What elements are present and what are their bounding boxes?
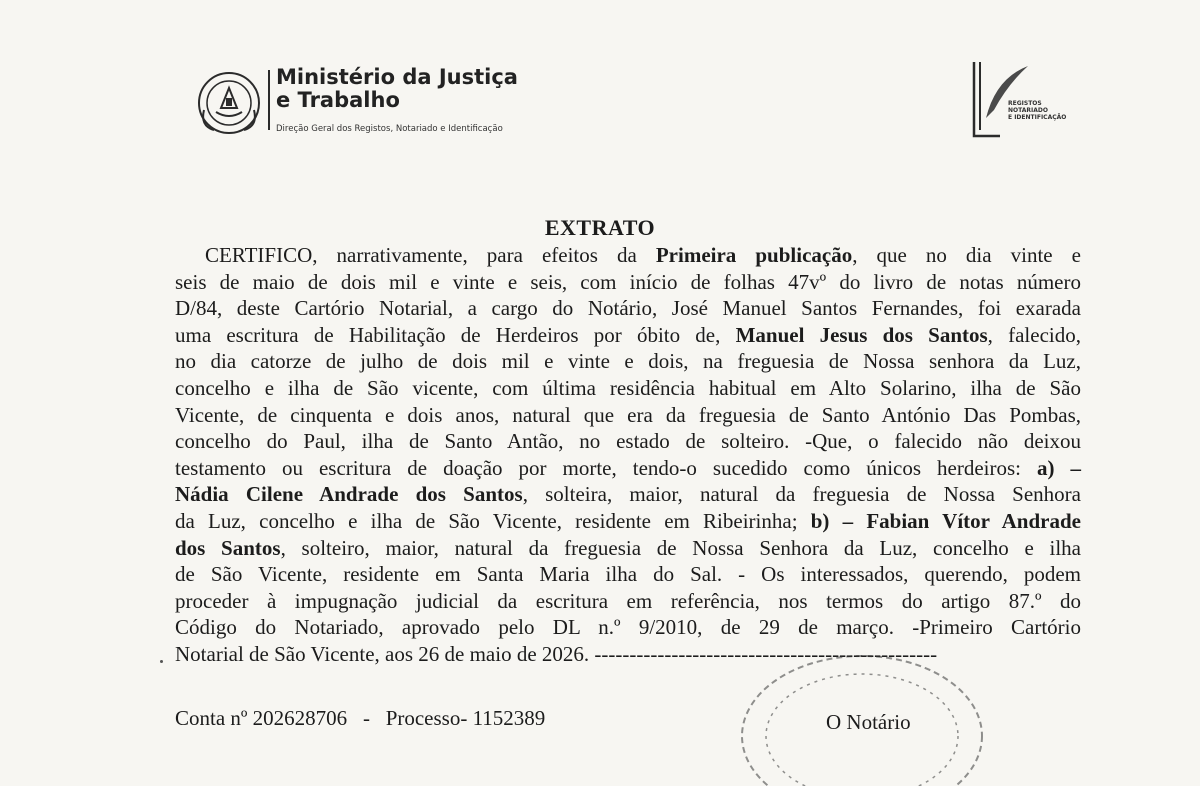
text-segment: , que no dia vinte e (852, 243, 1081, 267)
national-coat-of-arms-icon (196, 70, 262, 136)
ministry-subtitle: Direção Geral dos Registos, Notariado e Identificação (276, 124, 503, 134)
text-segment: de São Vicente, residente em Santa Maria ilha do Sal. - Os interessados, querendo, podem (175, 562, 1081, 587)
text-segment: , solteiro, maior, natural da freguesia de Nossa Senhora da Luz, concelho e ilha (280, 535, 1081, 560)
text-segment: CERTIFICO, narrativamente, para efeitos da (205, 243, 656, 267)
bold-text: Nádia Cilene Andrade dos Santos (175, 482, 523, 507)
text-segment: D/84, deste Cartório Notarial, a cargo do Notário, José Manuel Santos Fernandes, foi exarada (175, 296, 1081, 321)
account-process-line (175, 706, 545, 731)
document-title: EXTRATO (544, 215, 656, 240)
text-line (175, 322, 1081, 349)
bold-text: b) – Fabian Vítor Andrade (810, 508, 1081, 533)
registry-line: REGISTOS (1008, 100, 1042, 107)
text-line (175, 455, 1081, 482)
text-segment: uma escritura de Habilitação de Herdeiros por óbito de, (175, 322, 736, 347)
process-number: Processo- 1152389 (385, 706, 546, 730)
bold-text: Primeira publicação (655, 243, 853, 267)
notary-signature-label: O Notário (826, 710, 911, 734)
bold-text: dos Santos (175, 535, 281, 560)
text-segment: Código do Notariado, aprovado pelo DL n.º 9/2010, de 29 de março. -Primeiro Cartório (175, 615, 1081, 640)
separator: - (362, 706, 370, 730)
text-line (175, 508, 1081, 535)
bold-text: a) – (1037, 455, 1081, 480)
text-segment: , solteira, maior, natural da freguesia de Nossa Senhora (522, 482, 1081, 507)
text-segment: Vicente, de cinquenta e dois anos, natural que era da freguesia de Santo António Das Pombas, (175, 402, 1081, 427)
registry-logo-text (1008, 100, 1066, 121)
margin-mark (160, 660, 163, 663)
registry-logo (968, 58, 1078, 142)
text-segment: Notarial de São Vicente, aos 26 de maio de 2026. ------------------------------------------------- (175, 641, 938, 666)
registry-line: E IDENTIFICAÇÃO (1008, 114, 1067, 121)
text-line (175, 481, 1081, 508)
text-line (175, 535, 1081, 562)
text-line (175, 295, 1081, 322)
text-segment: testamento ou escritura de doação por morte, tendo-o sucedido como únicos herdeiros: (175, 455, 1037, 480)
ministry-title: Ministério da Justiça e Trabalho (276, 65, 518, 112)
text-segment: seis de maio de dois mil e vinte e seis, com início de folhas 47vº do livro de notas número (175, 269, 1081, 294)
text-segment: , falecido, (987, 322, 1081, 347)
text-line (175, 375, 1081, 402)
ministry-header (196, 66, 526, 146)
text-segment: no dia catorze de julho de dois mil e vinte e dois, na freguesia de Nossa senhora da Luz, (175, 349, 1081, 374)
account-number: Conta nº 202628706 (175, 706, 348, 730)
text-line (175, 269, 1081, 296)
registry-line: NOTARIADO (1008, 107, 1048, 114)
bold-text: Manuel Jesus dos Santos (735, 322, 988, 347)
text-line (175, 242, 1081, 269)
text-line (175, 588, 1081, 615)
text-line (175, 428, 1081, 455)
header-divider (268, 70, 270, 130)
text-segment: da Luz, concelho e ilha de São Vicente, residente em Ribeirinha; (175, 508, 811, 533)
extract-body (175, 242, 1081, 668)
text-segment: concelho do Paul, ilha de Santo Antão, no estado de solteiro. -Que, o falecido não deixou (175, 429, 1081, 454)
text-segment: concelho e ilha de São vicente, com última residência habitual em Alto Solarino, ilha de São (175, 375, 1081, 400)
text-line (175, 402, 1081, 429)
text-segment: proceder à impugnação judicial da escritura em referência, nos termos do artigo 87.º do (175, 588, 1081, 613)
text-line (175, 348, 1081, 375)
text-line (175, 561, 1081, 588)
